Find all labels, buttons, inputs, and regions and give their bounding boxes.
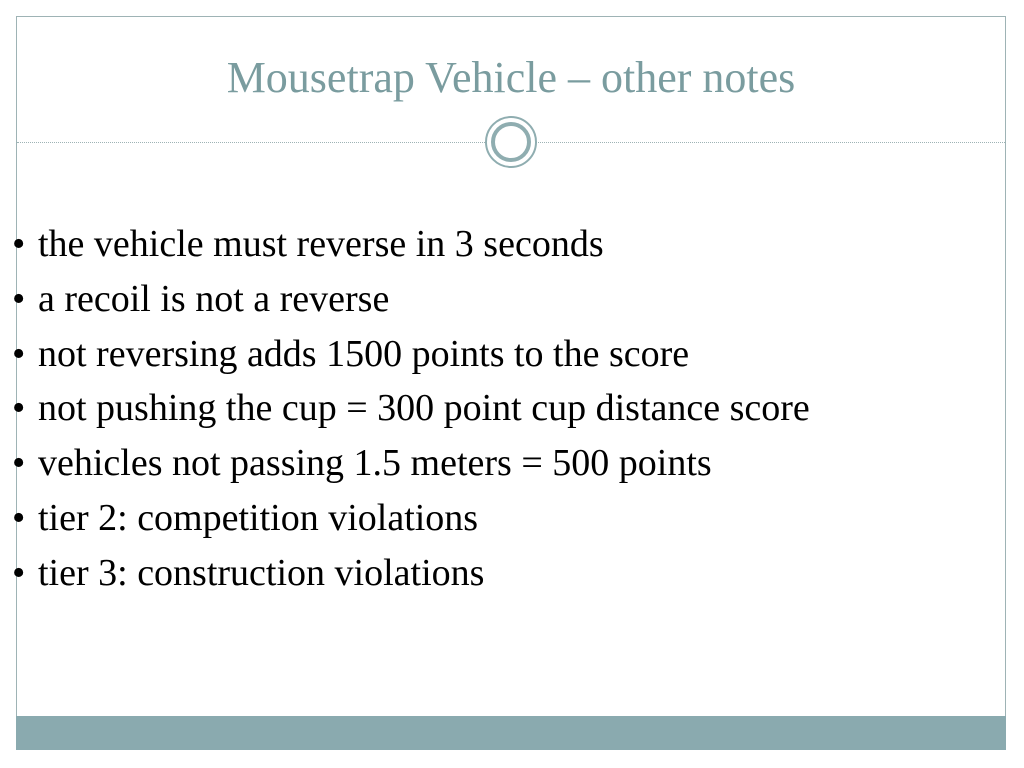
bullet-icon: • — [12, 496, 26, 539]
bullet-list — [12, 217, 810, 601]
list-item — [12, 436, 810, 491]
bullet-text: not pushing the cup = 300 point cup distance score — [38, 387, 810, 430]
list-item — [12, 327, 810, 382]
footer-bar — [16, 716, 1006, 750]
circle-ornament-icon — [485, 116, 537, 168]
bullet-text: vehicles not passing 1.5 meters = 500 points — [38, 442, 712, 485]
bullet-icon: • — [12, 442, 26, 485]
list-item — [12, 381, 810, 436]
bullet-icon: • — [12, 277, 26, 320]
slide-title: Mousetrap Vehicle – other notes — [226, 53, 796, 102]
bullet-icon: • — [12, 551, 26, 594]
list-item — [12, 546, 810, 601]
bullet-text: the vehicle must reverse in 3 seconds — [38, 223, 604, 265]
list-item — [12, 272, 810, 327]
list-item — [12, 217, 810, 272]
list-item — [12, 491, 810, 546]
bullet-icon: • — [12, 332, 26, 375]
bullet-icon: • — [12, 387, 26, 430]
bullet-text: tier 3: construction violations — [38, 551, 485, 594]
bullet-text: tier 2: competition violations — [38, 496, 479, 539]
bullet-icon: • — [12, 223, 26, 265]
bullet-text: a recoil is not a reverse — [38, 277, 390, 320]
bullet-text: not reversing adds 1500 points to the score — [38, 332, 690, 375]
